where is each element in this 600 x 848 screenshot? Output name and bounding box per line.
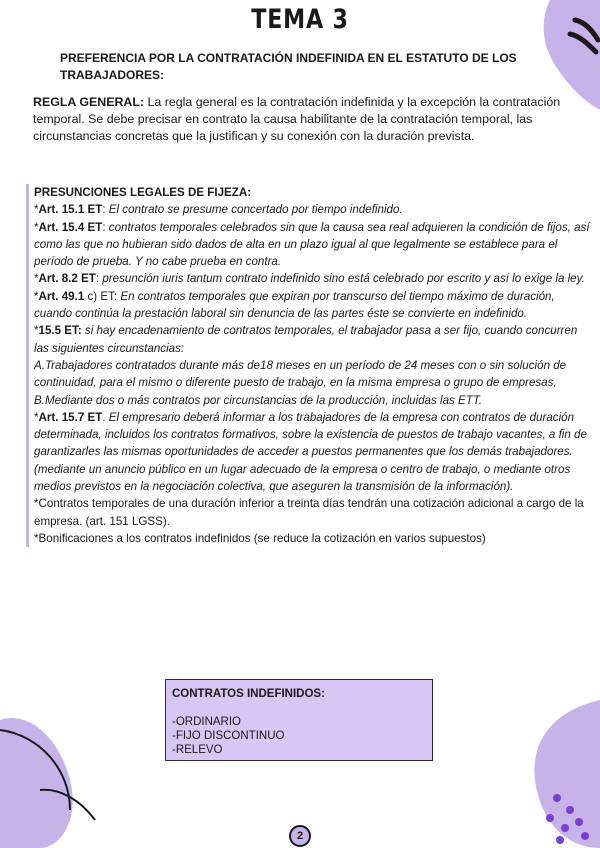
bottom-right-blob-decoration [475,700,600,848]
art-15-1-ref: Art. 15.1 ET [38,203,103,217]
art-15-5-ref: 15.5 ET: [38,324,82,338]
item-b: B.Mediante dos o más contratos por circunstancias de la producción, incluidas las ETT. [34,393,483,407]
regla-general-label: REGLA GENERAL: [33,95,145,109]
item-a: A.Trabajadores contratados durante más de18 meses en un período de 24 meses con o sin solución de continuidad, para el mismo o diferente puesto de trabajo, en la misma empresa o grupo de empresas, [34,358,567,390]
art-49-1-text: En contratos temporales que expiran por transcurso del tiempo máximo de duración, cuando continúa la prestación laboral sin denuncia de las partes éste se convierte en indefinido. [34,289,555,321]
contrato-item: -ORDINARIO [172,716,241,728]
art-49-1-mid: c) ET: [84,289,121,303]
art-15-4-text: contratos temporales celebrados sin que la causa sea real adquieren la condición de fijos, así como las que no hubieran sido dados de alta en un plazo igual al que legalmente se establece para el período de prueba. Y no cabe prueba en contra. [34,220,590,269]
regla-general-paragraph [33,94,578,146]
note-bonificaciones: *Bonificaciones a los contratos indefinidos (se reduce la cotización en varios supuestos) [34,531,486,545]
contratos-heading: CONTRATOS INDEFINIDOS: [172,688,325,700]
art-49-1-paragraph: *Art. 49.1 c) ET: En contratos temporales que expiran por transcurso del tiempo máximo de duración, cuando continúa la prestación laboral sin denuncia de las partes éste se convierte en indefinido. [34,289,555,321]
page-number: 2 [289,825,311,847]
presunciones-heading: PRESUNCIONES LEGALES DE FIJEZA: [34,186,252,199]
contrato-item: -FIJO DISCONTINUO [172,730,285,742]
art-15-7-text: El empresario deberá informar a los trabajadores de la empresa con contratos de duración determinada, incluidos los contratos formativos, sobre la existencia de puestos de trabajo vacantes, a fin de garantizarles las mismas oportunidades de acceder a puestos permanentes que los demás trabajadores. (mediante un anuncio público en un lugar adecuado de la empresa o centro de trabajo, o mediante otros medios previstos en la negociación colectiva, que aseguren la transmisión de la información). [34,410,587,494]
regla-general-text: La regla general es la contratación indefinida y la excepción la contratación temporal. Se debe precisar en contrato la causa habilitante de la contratación temporal, las circunstancias concretas que la justifican y su conexión con la duración prevista. [33,95,561,144]
presunciones-section [26,184,590,547]
art-49-1-ref: Art. 49.1 [38,289,85,303]
page-title: TEMA 3 [251,4,349,35]
art-8-2-text: presunción iuris tantum contrato indefinido sino está celebrado por escrito y así lo exige la ley. [102,272,585,286]
art-15-5-text: si hay encadenamiento de contratos temporales, el trabajador pasa a ser fijo, cuando concurren las siguientes circunstancias: [34,324,578,355]
section-subtitle: PREFERENCIA POR LA CONTRATACIÓN INDEFINIDA EN EL ESTATUTO DE LOS TRABAJADORES: [60,51,517,82]
bottom-left-blob-decoration [0,690,110,848]
art-15-5-paragraph: *15.5 ET: si hay encadenamiento de contratos temporales, el trabajador pasa a ser fijo, cuando concurren las siguientes circunstancias: [34,324,578,355]
contratos-indefinidos-box [165,679,433,761]
art-15-4-ref: Art. 15.4 ET [38,220,103,234]
art-15-7-paragraph: *Art. 15.7 ET. El empresario deberá informar a los trabajadores de la empresa con contratos de duración determinada, incluidos los contratos formativos, sobre la existencia de puestos de trabajo vacantes, a fin de garantizarles las mismas oportunidades de acceder a puestos permanentes que los demás trabajadores. (mediante un anuncio público en un lugar adecuado de la empresa o centro de trabajo, o mediante otros medios previstos en la negociación colectiva, que aseguren la transmisión de la información). [34,410,587,494]
art-8-2-paragraph: *Art. 8.2 ET: presunción iuris tantum contrato indefinido sino está celebrado por escrito y así lo exige la ley. [34,272,585,286]
note-cotizacion: *Contratos temporales de una duración inferior a treinta días tendrán una cotización adicional a cargo de la empresa. (art. 151 LGSS). [34,497,584,528]
art-8-2-ref: Art. 8.2 ET [38,272,96,286]
art-15-4-paragraph: *Art. 15.4 ET: contratos temporales celebrados sin que la causa sea real adquieren la condición de fijos, así como las que no hubieran sido dados de alta en un plazo igual al que legalmente se establece para el período de prueba. Y no cabe prueba en contra. [34,220,590,269]
contrato-item: -RELEVO [172,744,223,756]
art-15-7-ref: Art. 15.7 ET [38,410,103,424]
art-15-1-paragraph: *Art. 15.1 ET: El contrato se presume concertado por tiempo indefinido. [34,203,403,217]
art-15-1-text: El contrato se presume concertado por tiempo indefinido. [108,203,403,217]
